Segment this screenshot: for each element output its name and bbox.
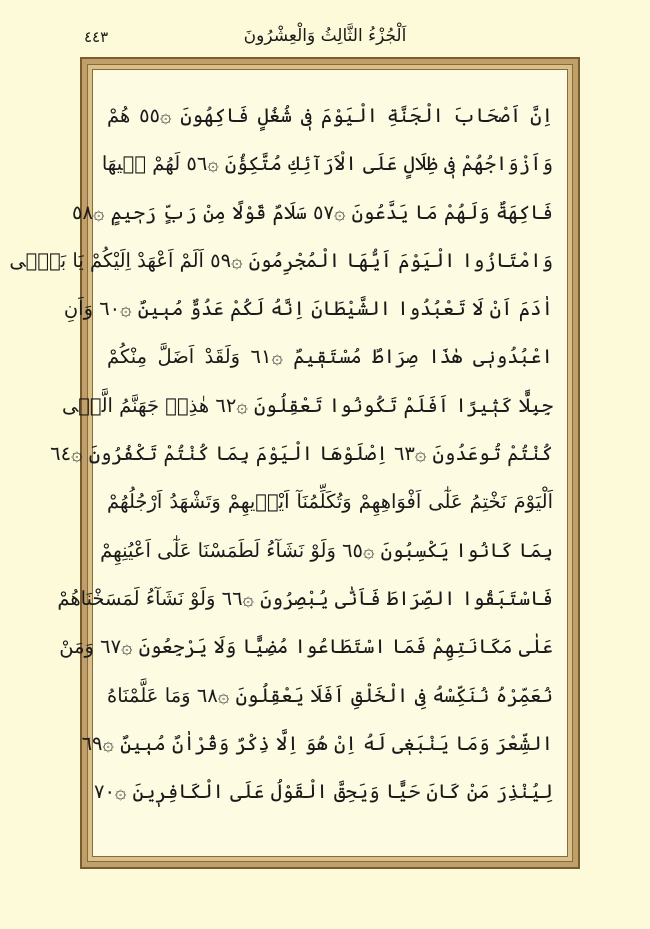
frame-border [9,64,573,862]
page-header [0,26,650,56]
text-line-13: نُعَمِّرْهُ نُنَكِّسْهُ فِى الْخَلْقِ اَفَلَا يَعْقِلُونَ ۞٦٨ وَمَا عَلَّمْنَاهُ [107,683,553,707]
text-line-8: كُنْتُمْ تُوعَدُونَ ۞٦٣ اِصْلَوْهَا الْيَوْمَ بِمَا كُنْتُمْ تَكْفُرُونَ ۞٦٤ [50,442,553,466]
page-frame [9,57,580,869]
text-line-3: فَاكِهَةٌ وَلَهُمْ مَا يَدَّعُونَ ۞٥٧ سَلَامٌ قَوْلًا مِنْ رَبٍّ رَحٖيمٍ ۞٥٨ [72,200,553,224]
text-line-1: اِنَّ اَصْحَابَ الْجَنَّةِ الْيَوْمَ فٖى شُغُلٍ فَاكِهُونَ ۞٥٥ هُمْ [107,104,553,127]
page-number: ٤٤٣ [84,28,109,46]
text-line-7: جِبِلًّا كَثٖيرًا اَفَلَمْ تَكُونُوا تَعْقِلُونَ ۞٦٢ هٰذِهٖ جَهَنَّمُ الَّتٖى [61,393,553,417]
juz-title: اَلْجُزْءُ الثَّالِثُ وَالْعِشْرُونَ [243,26,407,46]
text-line-5: اٰدَمَ اَنْ لَا تَعْبُدُوا الشَّيْطَانَ اِنَّهُ لَكُمْ عَدُوٌّ مُبٖينٌ ۞٦٠ وَاَنِ [63,297,553,321]
text-line-15: لِيُنْذِرَ مَنْ كَانَ حَيًّا وَيَحِقَّ الْقَوْلُ عَلَى الْكَافِرٖينَ ۞٧٠ [93,780,553,804]
text-line-11: فَاسْتَبَقُوا الصِّرَاطَ فَاَنّٰى يُبْصِرُونَ ۞٦٦ وَلَوْ نَشَآءُ لَمَسَخْنَاهُمْ [57,586,553,610]
text-line-9: اَلْيَوْمَ نَخْتِمُ عَلٰٓى اَفْوَاهِهِمْ وَتُكَلِّمُنَآ اَيْدٖيهِمْ وَتَشْهَدُ اَرْجُلُهُمْ [107,490,553,514]
text-line-2: وَاَزْوَاجُهُمْ فٖى ظِلَالٍ عَلَى الْاَرَآئِكِ مُتَّكِؤُنَ ۞٥٦ لَهُمْ فٖيهَا [101,152,553,176]
text-line-10: بِمَا كَانُوا يَكْسِبُونَ ۞٦٥ وَلَوْ نَشَآءُ لَطَمَسْنَا عَلٰٓى اَعْيُنِهِمْ [100,538,553,562]
text-panel [9,69,568,857]
text-line-12: عَلٰى مَكَانَتِهِمْ فَمَا اسْتَطَاعُوا مُضِيًّا وَلَا يَرْجِعُونَ ۞٦٧ وَمَنْ [59,635,553,659]
text-line-14: الشِّعْرَ وَمَا يَنْبَغٖى لَهُ اِنْ هُوَ اِلَّا ذِكْرٌ وَقُرْاٰنٌ مُبٖينٌ ۞٦٩ [81,731,553,755]
quran-text [9,92,553,816]
text-line-4: وَامْتَازُوا الْيَوْمَ اَيُّهَا الْمُجْرِمُونَ ۞٥٩ اَلَمْ اَعْهَدْ اِلَيْكُمْ يَا بَنٖٓى [9,248,553,272]
text-line-6: اعْبُدُونٖى هٰذَا صِرَاطٌ مُسْتَقٖيمٌ ۞٦١ وَلَقَدْ اَضَلَّ مِنْكُمْ [107,345,553,369]
